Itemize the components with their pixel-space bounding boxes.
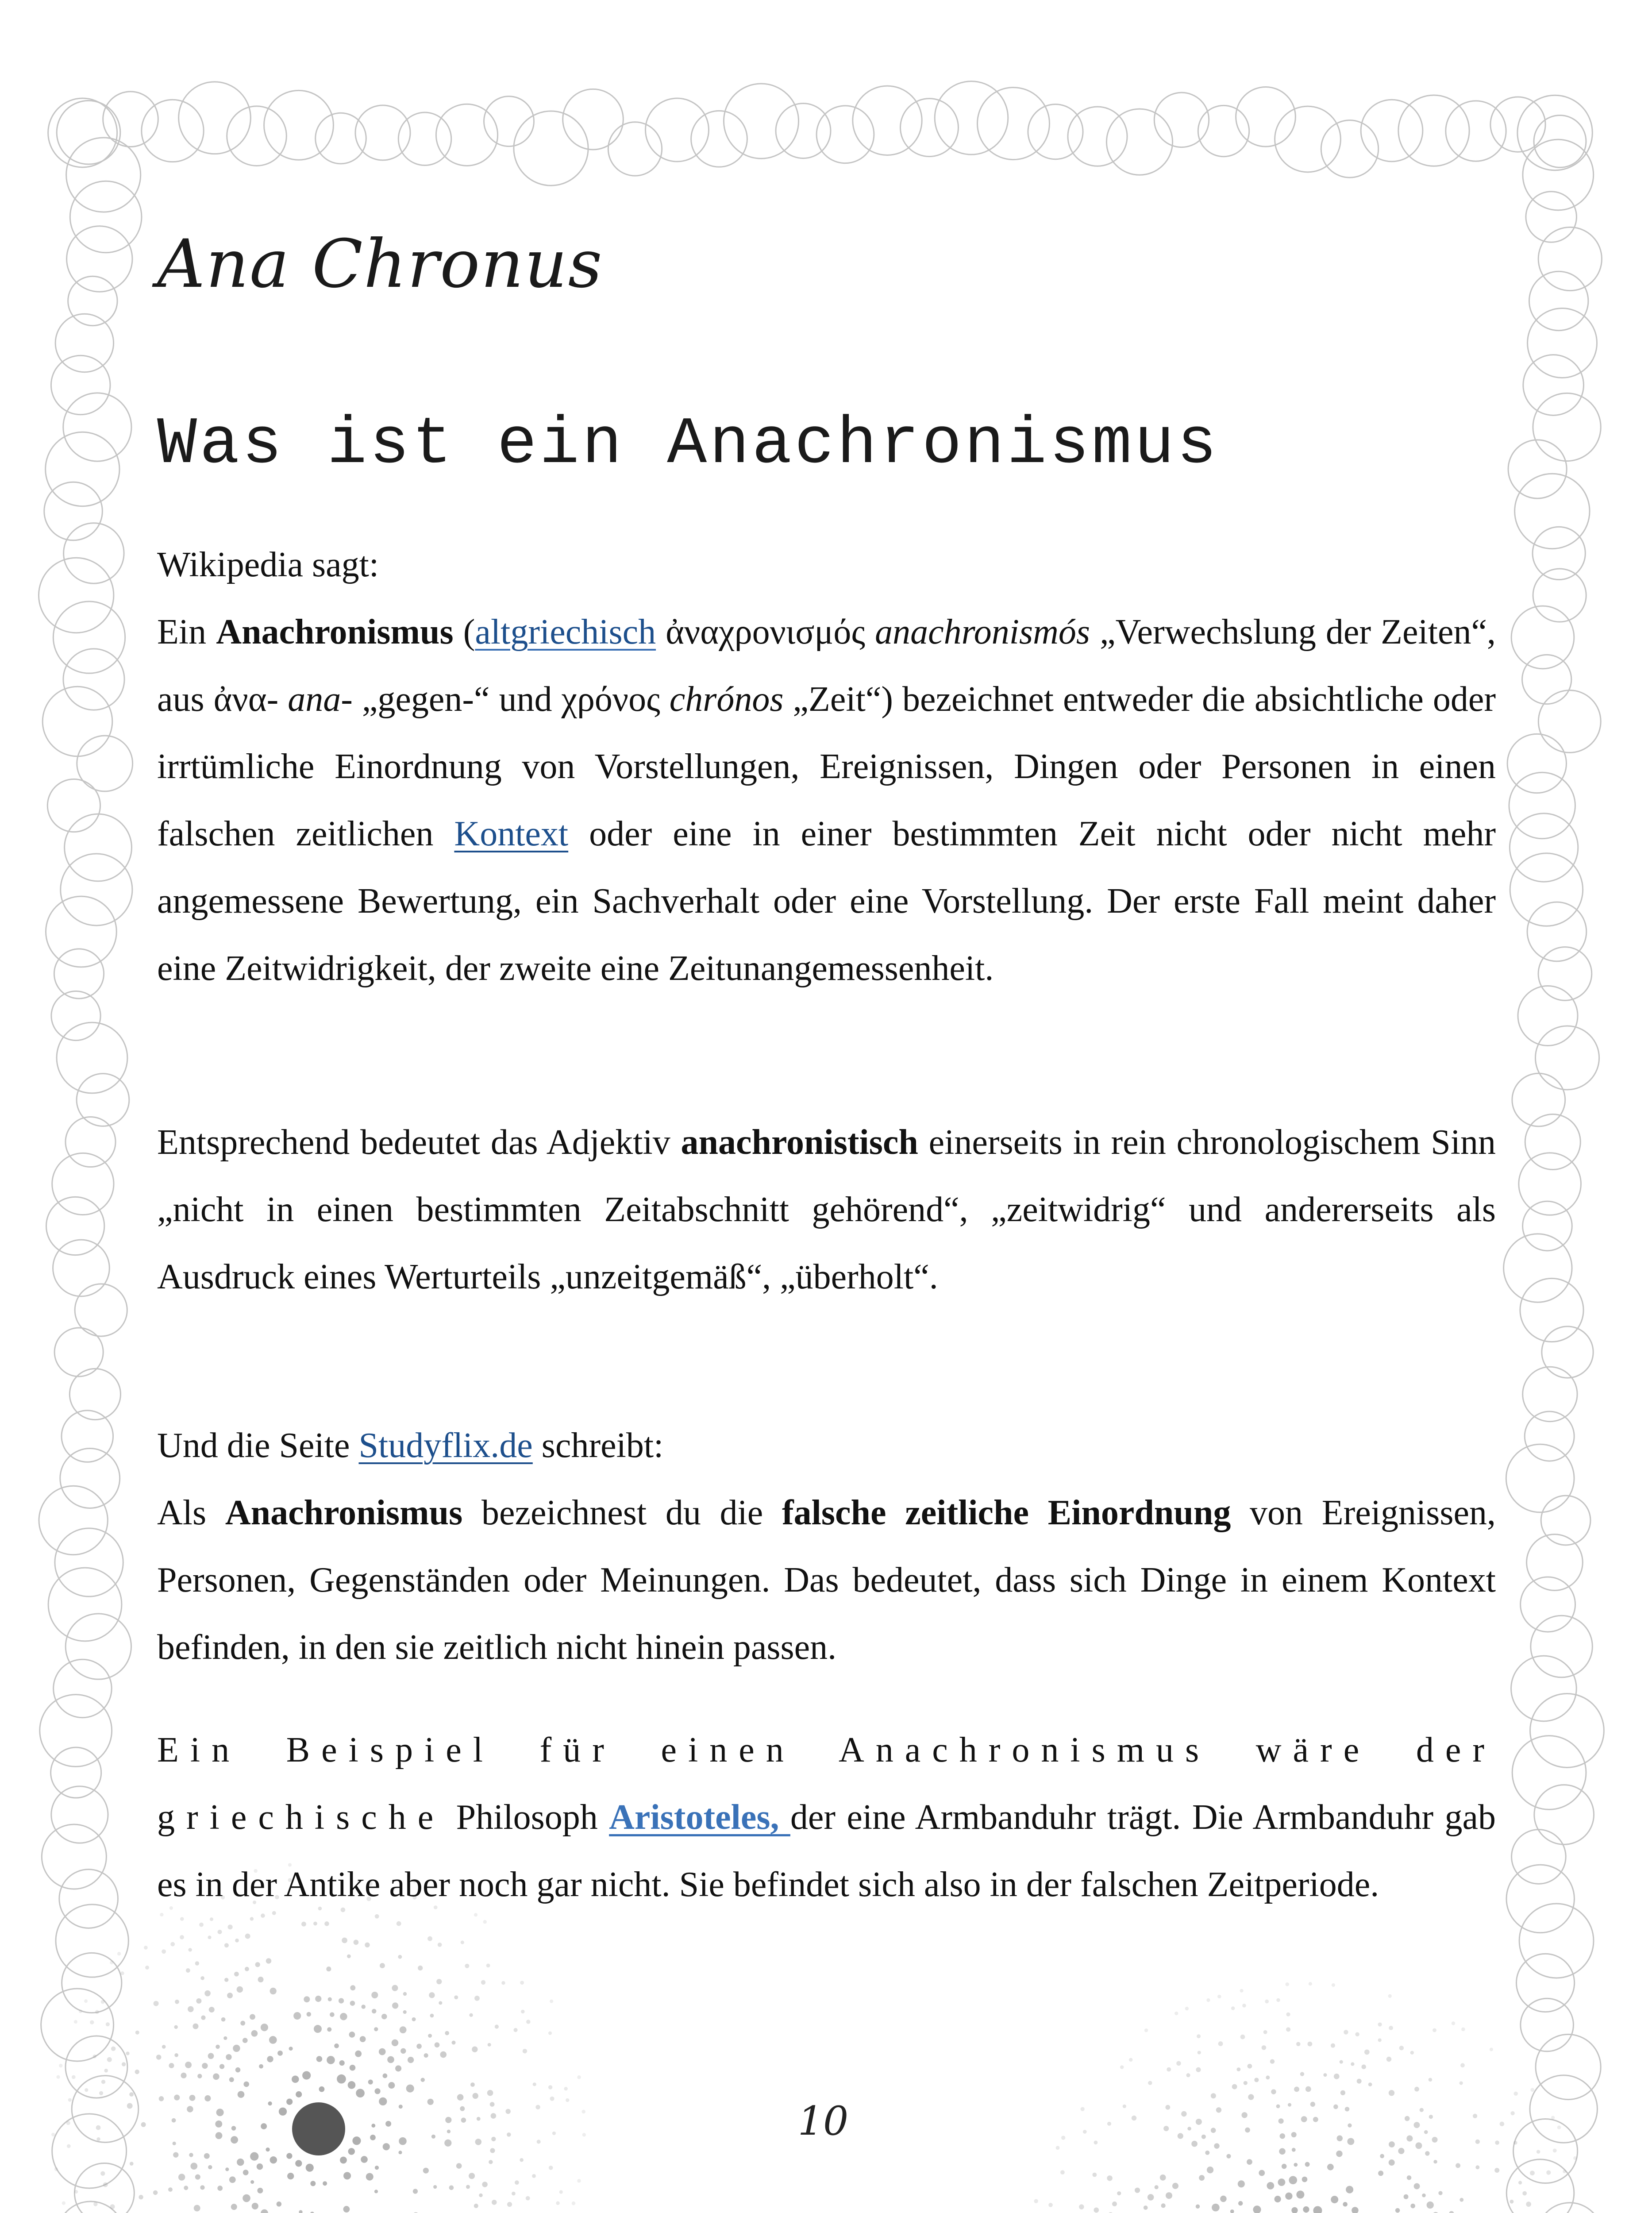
page-heading: Was ist ein Anachronismus (157, 407, 1220, 482)
link-altgriechisch[interactable]: altgriechisch (475, 613, 656, 652)
studyflix-intro: Und die Seite Studyflix.de schreibt: (157, 1426, 664, 1465)
example-paragraph: Ein Beispiel für einen Anachronismus wäre der griechische Philosoph Aristoteles, der eine Armbanduhr trägt. Die Armbanduhr gab es in der Antike aber noch gar nicht. Sie befindet sich also in der falschen Zeitperiode. (157, 1731, 1496, 1904)
wikipedia-intro: Wikipedia sagt: (157, 545, 379, 584)
term-anachronismus: Anachronismus (216, 613, 454, 652)
term-anachronismus-2: Anachronismus (225, 1493, 463, 1532)
link-kontext[interactable]: Kontext (454, 814, 569, 853)
link-studyflix[interactable]: Studyflix.de (358, 1426, 533, 1465)
wikipedia-paragraph-1: Ein Anachronismus (altgriechisch ἀναχρονισμός anachronismós „Verwechslung der Zeiten“, aus ἀνα- ana- „gegen-“ und χρόνος chrónos „Zeit“) bezeichnet entweder die absichtliche oder irrtümliche Einordnung von Vorstellungen, Ereignissen, Dingen oder Personen in einen falschen zeitlichen Kontext oder eine in einer bestimmten Zeit nicht oder nicht mehr angemessene Bewertung, ein Sachverhalt oder eine Vorstellung. Der erste Fall meint daher eine Zeitwidrigkeit, der zweite eine Zeitunangemessenheit. (157, 613, 1496, 988)
page-number: 10 (797, 2098, 849, 2144)
link-aristoteles[interactable]: Aristoteles, (609, 1798, 790, 1837)
wikipedia-paragraph-2: Entsprechend bedeutet das Adjektiv anachronistisch einerseits in rein chronologischem Sinn „nicht in einen bestimmten Zeitabschnitt gehörend“, „zeitwidrig“ und andererseits als Ausdruck eines Werturteils „unzeitgemäß“, „überholt“. (157, 1123, 1496, 1296)
header-title: Ana Chronus (157, 226, 603, 303)
term-anachronistisch: anachronistisch (681, 1123, 918, 1162)
term-falsche-einordnung: falsche zeitliche Einordnung (782, 1493, 1231, 1532)
studyflix-paragraph: Als Anachronismus bezeichnest du die falsche zeitliche Einordnung von Ereignissen, Personen, Gegenständen oder Meinungen. Das bedeutet, dass sich Dinge in einem Kontext befinden, in den sie zeitlich nicht hinein passen. (157, 1493, 1496, 1667)
